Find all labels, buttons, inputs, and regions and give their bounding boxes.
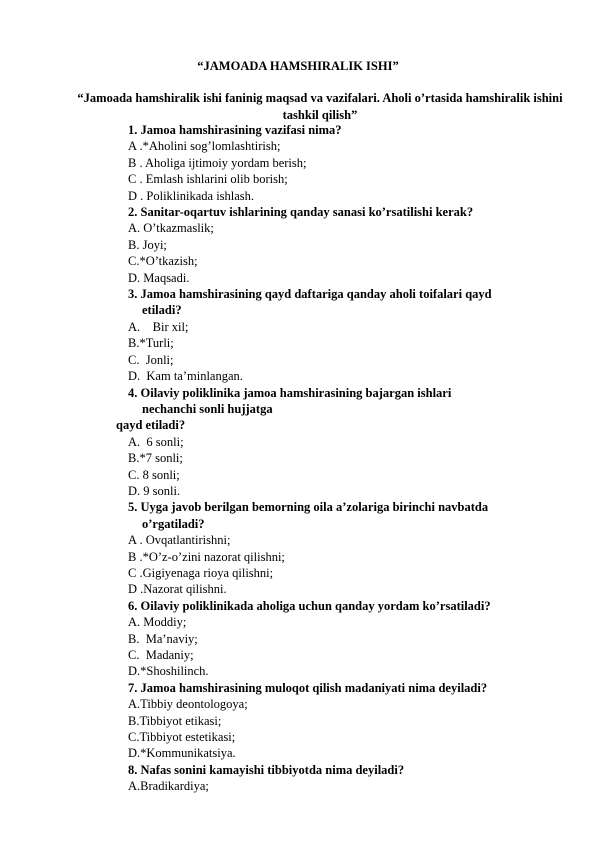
answer-option: D . Poliklinikada ishlash. bbox=[128, 188, 255, 203]
question-text: 4. Oilaviy poliklinika jamoa hamshirasining bajargan ishlari bbox=[128, 385, 452, 400]
answer-option: B.Tibbiyot etikasi; bbox=[128, 713, 222, 728]
answer-option: D.*Shoshilinch. bbox=[128, 664, 209, 679]
answer-option: A.Tibbiy deontologoya; bbox=[128, 697, 248, 712]
answer-option: C.*O’tkazish; bbox=[128, 254, 198, 269]
answer-option: B. Ma’naviy; bbox=[128, 631, 198, 646]
question-text: 5. Uyga javob berilgan bemorning oila a’zolariga birinchi navbatda bbox=[128, 500, 489, 515]
answer-option: C. Jonli; bbox=[128, 352, 174, 367]
answer-option: D. Maqsadi. bbox=[128, 270, 190, 285]
answer-option: C . Emlash ishlarini olib borish; bbox=[128, 172, 288, 187]
answer-option: B.*7 sonli; bbox=[128, 451, 183, 466]
answer-option: B.*Turli; bbox=[128, 336, 174, 351]
question-6 bbox=[128, 598, 568, 614]
question-list bbox=[116, 122, 568, 795]
question-text-continued: nechanchi sonli hujjatga bbox=[142, 401, 273, 416]
answer-option: A.Bradikardiya; bbox=[128, 779, 209, 794]
answer-option: B . Aholiga ijtimoiy yordam berish; bbox=[128, 155, 307, 170]
answer-option: B. Joyi; bbox=[128, 237, 167, 252]
answer-option: A. O’tkazmaslik; bbox=[128, 221, 214, 236]
answer-option: D.*Kommunikatsiya. bbox=[128, 746, 236, 761]
question-8 bbox=[128, 762, 568, 778]
question-text: 6. Oilaviy poliklinikada aholiga uchun qanday yordam ko’rsatiladi? bbox=[128, 598, 491, 613]
question-text-continued: etiladi? bbox=[142, 303, 182, 318]
answer-option: A. Bir xil; bbox=[128, 319, 189, 334]
document-subtitle: “Jamoada hamshiralik ishi faninig maqsad va vazifalari. Aholi o’rtasida hamshiralik ishini tashkil qilish” bbox=[77, 91, 563, 122]
answer-option: B .*O’z-o’zini nazorat qilishni; bbox=[128, 549, 285, 564]
answer-option: D. Kam ta’minlangan. bbox=[128, 369, 243, 384]
question-text: 7. Jamoa hamshirasining muloqot qilish madaniyati nima deyiladi? bbox=[128, 680, 488, 695]
answer-option: D .Nazorat qilishni. bbox=[128, 582, 227, 597]
answer-option: C. 8 sonli; bbox=[128, 467, 180, 482]
answer-option: A. 6 sonli; bbox=[128, 434, 184, 449]
answer-option: C .Gigiyenaga rioya qilishni; bbox=[128, 565, 274, 580]
answer-option: A .*Aholini sog’lomlashtirish; bbox=[128, 139, 281, 154]
question-text: 2. Sanitar-oqartuv ishlarining qanday sanasi ko’rsatilishi kerak? bbox=[128, 205, 474, 220]
question-7 bbox=[128, 680, 568, 696]
answer-option: D. 9 sonli. bbox=[128, 483, 181, 498]
question-1 bbox=[128, 122, 568, 138]
question-3 bbox=[128, 286, 568, 319]
answer-option: A . Ovqatlantirishni; bbox=[128, 533, 231, 548]
question-text: 8. Nafas sonini kamayishi tibbiyotda nima deyiladi? bbox=[128, 762, 405, 777]
question-5 bbox=[128, 499, 568, 532]
answer-option: C. Madaniy; bbox=[128, 648, 194, 662]
answer-option: A. Moddiy; bbox=[128, 615, 187, 630]
document-title: “JAMOADA HAMSHIRALIK ISHI” bbox=[197, 59, 399, 73]
question-text: 1. Jamoa hamshirasining vazifasi nima? bbox=[128, 123, 342, 137]
question-text-continued: qayd etiladi? bbox=[116, 418, 186, 433]
question-4 bbox=[116, 385, 568, 434]
question-text-continued: o’rgatiladi? bbox=[142, 516, 205, 531]
question-text: 3. Jamoa hamshirasining qayd daftariga qanday aholi toifalari qayd bbox=[128, 287, 492, 302]
question-2 bbox=[128, 204, 568, 220]
answer-option: C.Tibbiyot estetikasi; bbox=[128, 730, 236, 745]
